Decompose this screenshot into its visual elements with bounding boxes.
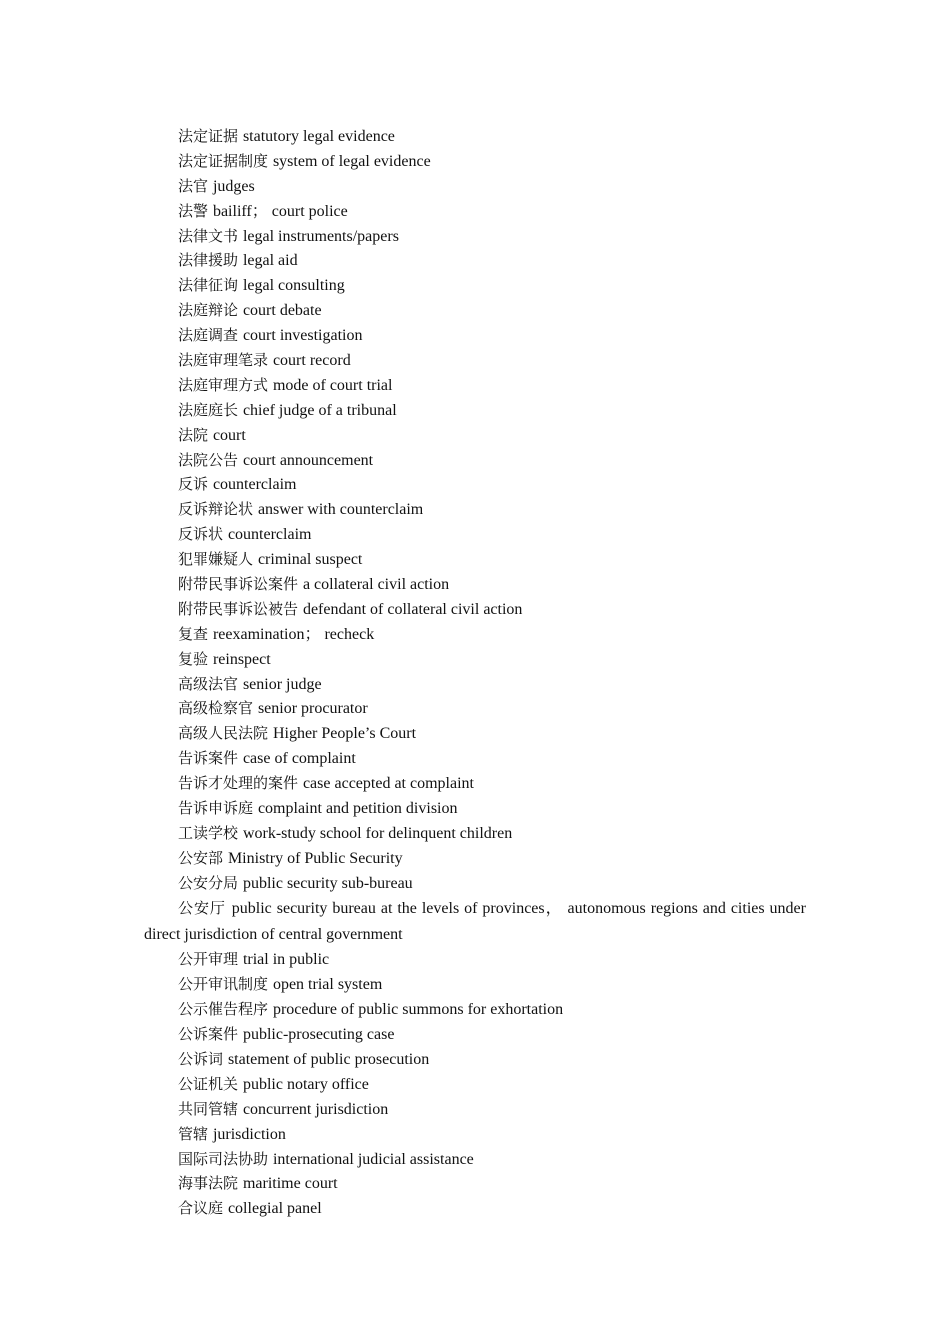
- glossary-entry: [144, 373, 806, 398]
- glossary-entry: [144, 1171, 806, 1196]
- term-chinese: 高级法官: [178, 674, 239, 693]
- term-chinese: 公安分局: [178, 873, 239, 892]
- glossary-entry: [144, 771, 806, 796]
- term-chinese: 公诉词: [178, 1049, 224, 1068]
- glossary-entry: [144, 224, 806, 249]
- term-chinese: 国际司法协助: [178, 1149, 269, 1168]
- glossary-entry: [144, 298, 806, 323]
- term-english: maritime court: [242, 1175, 338, 1193]
- term-english: concurrent jurisdiction: [242, 1100, 389, 1118]
- glossary-entry: [144, 124, 806, 149]
- term-english: Ministry of Public Security: [227, 849, 403, 867]
- term-chinese: 告诉才处理的案件: [178, 774, 299, 793]
- term-chinese: 合议庭: [178, 1199, 224, 1218]
- term-english: Higher People’s Court: [272, 725, 417, 743]
- term-english: judges: [212, 177, 255, 195]
- term-english: criminal suspect: [257, 551, 363, 569]
- term-chinese: 管辖: [178, 1124, 209, 1143]
- glossary-entry: [144, 572, 806, 597]
- term-english: jurisdiction: [212, 1125, 286, 1143]
- term-chinese: 公开审理: [178, 950, 239, 969]
- glossary-entry: [144, 1147, 806, 1172]
- term-chinese: 法定证据: [178, 127, 239, 145]
- glossary-entry: [144, 522, 806, 547]
- term-chinese: 反诉辩论状: [178, 500, 254, 519]
- term-chinese: 公示催告程序: [178, 1000, 269, 1019]
- glossary-entry: [144, 896, 806, 948]
- term-english: statutory legal evidence: [242, 128, 395, 145]
- glossary-entry: [144, 796, 806, 821]
- glossary-entry: [144, 997, 806, 1022]
- term-chinese: 公开审讯制度: [178, 975, 269, 994]
- term-chinese: 法庭审理笔录: [178, 351, 269, 370]
- glossary-entry: [144, 947, 806, 972]
- term-chinese: 复查: [178, 624, 209, 643]
- term-english: case accepted at complaint: [302, 775, 474, 793]
- glossary-entry: [144, 348, 806, 373]
- term-english: defendant of collateral civil action: [302, 600, 523, 618]
- term-english: statement of public prosecution: [227, 1050, 430, 1068]
- term-chinese: 高级检察官: [178, 699, 254, 718]
- term-english: public notary office: [242, 1075, 369, 1093]
- glossary-entry: [144, 398, 806, 423]
- term-english: legal consulting: [242, 277, 345, 295]
- term-english: reinspect: [212, 650, 271, 668]
- term-chinese: 高级人民法院: [178, 724, 269, 743]
- glossary-entry: [144, 472, 806, 497]
- glossary-entry: [144, 273, 806, 298]
- term-chinese: 告诉申诉庭: [178, 799, 254, 818]
- glossary-entry: [144, 721, 806, 746]
- term-chinese: 公安厅: [178, 898, 226, 917]
- term-english: procedure of public summons for exhortation: [272, 1001, 564, 1019]
- term-chinese: 反诉: [178, 475, 209, 494]
- term-chinese: 附带民事诉讼案件: [178, 575, 299, 594]
- term-chinese: 法律文书: [178, 226, 239, 245]
- glossary-entry: [144, 972, 806, 997]
- term-english: system of legal evidence: [272, 152, 431, 170]
- term-english: public-prosecuting case: [242, 1026, 395, 1044]
- term-english: trial in public: [242, 951, 330, 969]
- glossary-entry: [144, 1122, 806, 1147]
- term-english: a collateral civil action: [302, 576, 450, 594]
- term-english: court announcement: [242, 451, 374, 469]
- glossary-entry: [144, 423, 806, 448]
- term-chinese: 犯罪嫌疑人: [178, 550, 254, 569]
- glossary-entry: [144, 696, 806, 721]
- term-chinese: 复验: [178, 649, 209, 668]
- term-english: chief judge of a tribunal: [242, 401, 397, 419]
- term-chinese: 法定证据制度: [178, 151, 269, 170]
- term-english: bailiff； court police: [212, 202, 348, 220]
- term-english: court record: [272, 352, 351, 370]
- term-chinese: 法庭庭长: [178, 400, 239, 419]
- glossary-entry: [144, 497, 806, 522]
- term-chinese: 法院: [178, 425, 209, 444]
- term-english: senior procurator: [257, 700, 368, 718]
- term-chinese: 共同管辖: [178, 1099, 239, 1118]
- term-english: public security bureau at the levels of provinces， autonomous regions and cities under direct jurisdiction of central government: [144, 899, 806, 943]
- term-chinese: 法庭调查: [178, 326, 239, 345]
- glossary-entry: [144, 174, 806, 199]
- term-english: reexamination； recheck: [212, 625, 375, 643]
- glossary-entry: [144, 1097, 806, 1122]
- glossary-entry: [144, 1047, 806, 1072]
- term-english: court: [212, 426, 246, 444]
- term-chinese: 公诉案件: [178, 1025, 239, 1044]
- term-chinese: 法律援助: [178, 251, 239, 270]
- term-chinese: 海事法院: [178, 1174, 239, 1193]
- term-chinese: 告诉案件: [178, 749, 239, 768]
- term-english: senior judge: [242, 675, 322, 693]
- term-chinese: 法官: [178, 176, 209, 195]
- term-chinese: 公证机关: [178, 1074, 239, 1093]
- glossary-entry: [144, 846, 806, 871]
- term-english: answer with counterclaim: [257, 501, 424, 519]
- glossary-entry: [144, 871, 806, 896]
- glossary-entry: [144, 149, 806, 174]
- term-english: collegial panel: [227, 1200, 322, 1218]
- glossary-entry: [144, 1072, 806, 1097]
- glossary-entry: [144, 746, 806, 771]
- glossary-entry: [144, 597, 806, 622]
- term-english: public security sub-bureau: [242, 874, 413, 892]
- glossary-entry: [144, 647, 806, 672]
- term-chinese: 附带民事诉讼被告: [178, 599, 299, 618]
- term-chinese: 法庭审理方式: [178, 375, 269, 394]
- term-chinese: 反诉状: [178, 525, 224, 544]
- term-english: counterclaim: [227, 526, 312, 544]
- term-chinese: 法警: [178, 201, 209, 220]
- term-english: counterclaim: [212, 476, 297, 494]
- term-chinese: 公安部: [178, 848, 224, 867]
- glossary-entry: [144, 672, 806, 697]
- glossary-page: [144, 124, 806, 1221]
- glossary-entry: [144, 199, 806, 224]
- term-chinese: 法院公告: [178, 450, 239, 469]
- glossary-entry: [144, 323, 806, 348]
- glossary-entry: [144, 821, 806, 846]
- term-chinese: 工读学校: [178, 823, 239, 842]
- term-chinese: 法庭辩论: [178, 301, 239, 320]
- term-english: complaint and petition division: [257, 800, 458, 818]
- term-english: legal aid: [242, 252, 298, 270]
- glossary-entry: [144, 1022, 806, 1047]
- term-english: court debate: [242, 302, 322, 320]
- glossary-entry: [144, 622, 806, 647]
- term-english: court investigation: [242, 327, 363, 345]
- term-english: open trial system: [272, 976, 383, 994]
- glossary-entry: [144, 248, 806, 273]
- term-english: case of complaint: [242, 750, 356, 768]
- term-english: work-study school for delinquent children: [242, 824, 513, 842]
- term-chinese: 法律征询: [178, 276, 239, 295]
- glossary-entry: [144, 1196, 806, 1221]
- glossary-entry: [144, 448, 806, 473]
- term-english: mode of court trial: [272, 376, 393, 394]
- term-english: international judicial assistance: [272, 1150, 474, 1168]
- term-english: legal instruments/papers: [242, 227, 399, 245]
- glossary-entry: [144, 547, 806, 572]
